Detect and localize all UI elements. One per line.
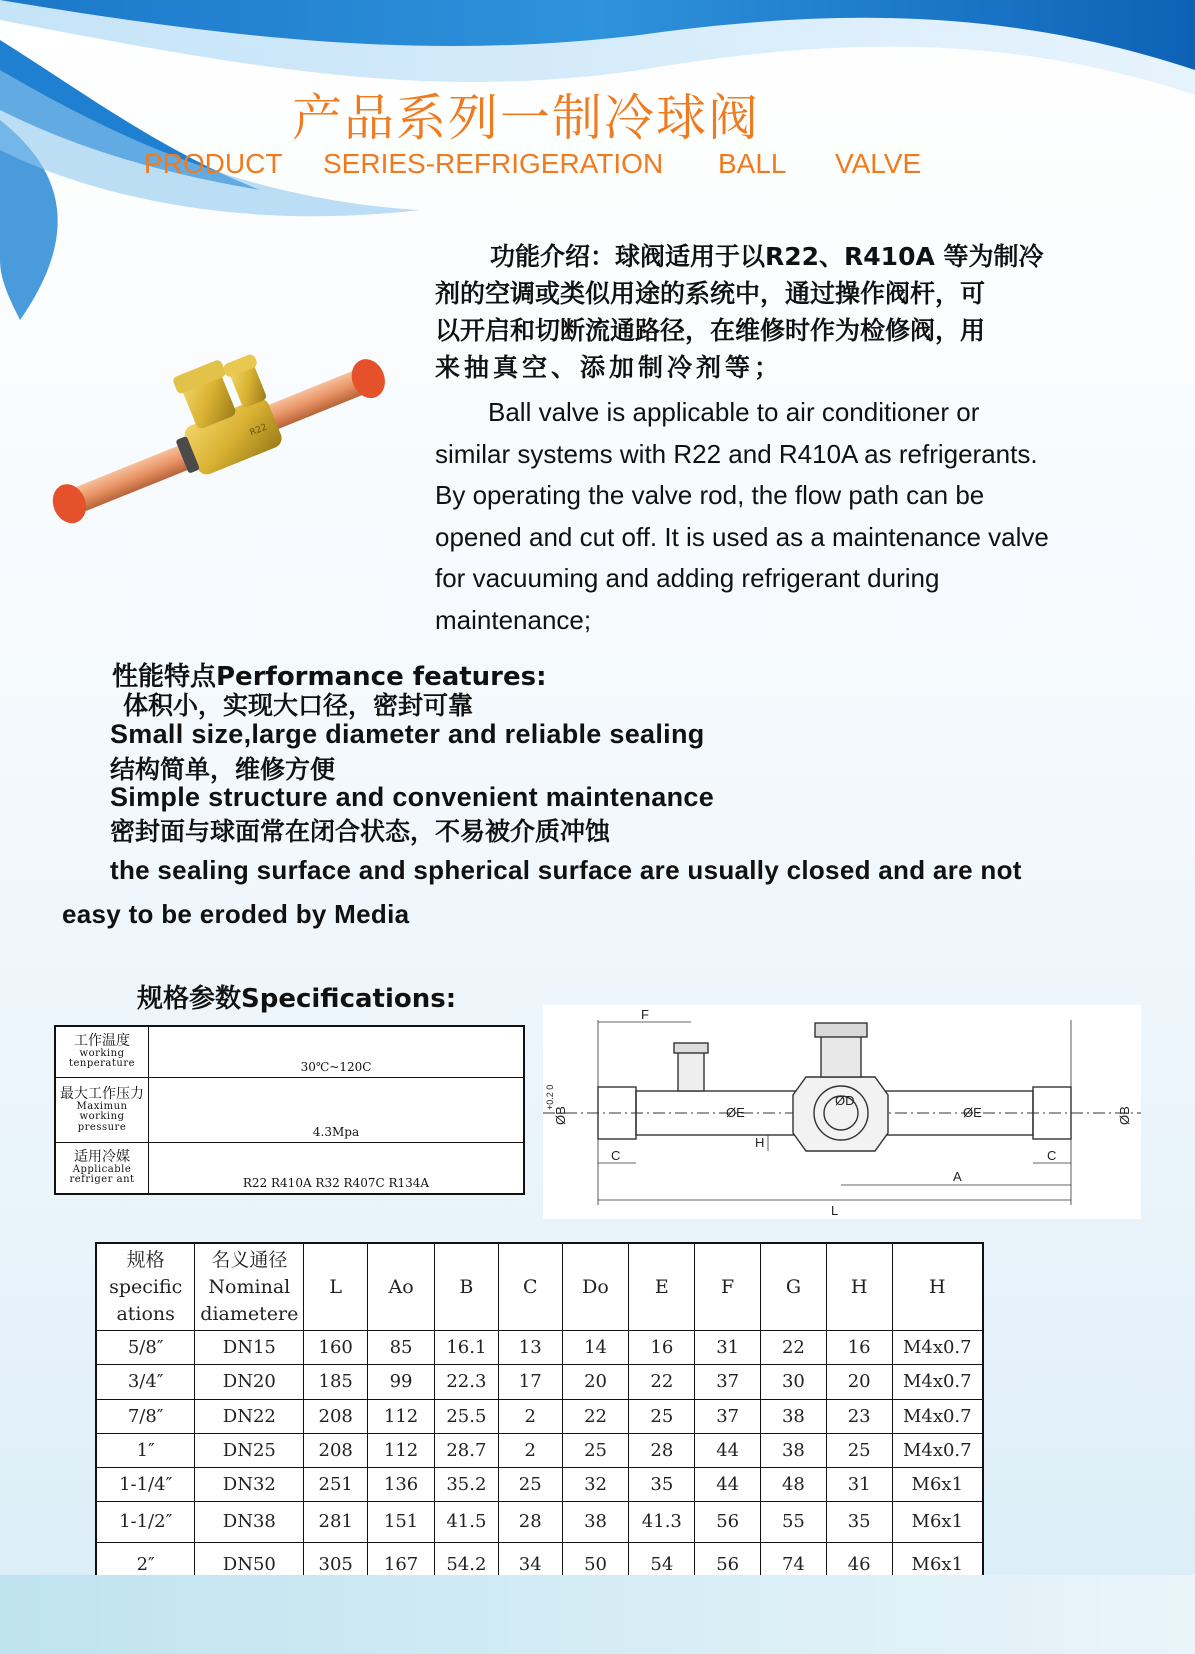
subtitle-word-series: SERIES-REFRIGERATION xyxy=(323,148,664,179)
header-text: 规格 xyxy=(126,1248,165,1271)
features-heading: 性能特点Performance features: xyxy=(112,662,547,692)
header-cell: G xyxy=(761,1243,827,1331)
param-value: 30℃~120C xyxy=(149,1026,525,1077)
subtitle-word-ball: BALL xyxy=(718,148,787,179)
table-row xyxy=(96,1365,983,1399)
cell-h: 25 xyxy=(826,1433,892,1467)
intro-english xyxy=(435,392,1135,641)
dim-label-e-right: ØE xyxy=(963,1105,982,1120)
cell-ao: 136 xyxy=(368,1468,435,1502)
intro-cn-line: 来抽真空、添加制冷剂等； xyxy=(435,353,784,382)
param-label-cn: 工作温度 xyxy=(74,1033,130,1050)
cell-g: 30 xyxy=(761,1365,827,1399)
cell-e: 35 xyxy=(629,1468,695,1502)
feature-1-en: Small size,large diameter and reliable sealing xyxy=(110,719,705,749)
intro-en-line: By operating the valve rod, the flow path can be xyxy=(435,480,985,510)
cell-e: 22 xyxy=(629,1365,695,1399)
dim-label-f: F xyxy=(641,1007,649,1022)
cell-size: 3/4″ xyxy=(96,1365,195,1399)
table-row xyxy=(96,1331,983,1365)
cell-h: 35 xyxy=(826,1502,892,1542)
cell-c: 2 xyxy=(498,1433,562,1467)
cell-thread: M6x1 xyxy=(892,1468,983,1502)
feature-2-cn: 结构简单，维修方便 xyxy=(110,755,336,784)
header-cell: H xyxy=(826,1243,892,1331)
cell-e: 41.3 xyxy=(629,1502,695,1542)
cell-l: 281 xyxy=(304,1502,368,1542)
dim-label-c-right: C xyxy=(1047,1148,1057,1163)
header-cell: E xyxy=(629,1243,695,1331)
cell-g: 22 xyxy=(761,1331,827,1365)
cell-size: 7/8″ xyxy=(96,1399,195,1433)
dim-label-e-left: ØE xyxy=(726,1105,745,1120)
feature-3-en-line1: the sealing surface and spherical surface are usually closed and are not xyxy=(110,855,1022,885)
cell-h: 23 xyxy=(826,1399,892,1433)
header-text: 名义通径 xyxy=(211,1248,288,1271)
cell-size: 2″ xyxy=(96,1542,195,1588)
subtitle-word-valve: VALVE xyxy=(835,148,922,179)
cell-nominal: DN38 xyxy=(195,1502,304,1542)
dim-label-c-left: C xyxy=(611,1148,621,1163)
cell-e: 54 xyxy=(629,1542,695,1588)
table-header-row xyxy=(96,1243,983,1331)
dim-label-h: H xyxy=(755,1135,765,1150)
cell-h: 20 xyxy=(826,1365,892,1399)
cell-c: 17 xyxy=(498,1365,562,1399)
cell-ao: 112 xyxy=(368,1433,435,1467)
intro-cn-line: 功能介绍：球阀适用于以R22、R410A 等为制冷 xyxy=(490,242,1044,271)
cell-thread: M4x0.7 xyxy=(892,1365,983,1399)
param-label xyxy=(55,1143,149,1194)
param-label-en: tenperature xyxy=(68,1058,136,1070)
param-label-en: working xyxy=(79,1047,125,1059)
subtitle-word-product: PRODUCT xyxy=(144,148,283,179)
technical-drawing xyxy=(543,1005,1141,1219)
cell-do: 32 xyxy=(562,1468,629,1502)
cell-c: 13 xyxy=(498,1331,562,1365)
cell-f: 56 xyxy=(695,1542,761,1588)
header-text: specific xyxy=(109,1275,183,1298)
cell-b: 22.3 xyxy=(434,1365,498,1399)
cell-nominal: DN32 xyxy=(195,1468,304,1502)
dim-label-l: L xyxy=(831,1203,839,1218)
param-row xyxy=(55,1143,524,1194)
cell-b: 25.5 xyxy=(434,1399,498,1433)
cell-l: 208 xyxy=(304,1433,368,1467)
table-row xyxy=(96,1433,983,1467)
cell-c: 34 xyxy=(498,1542,562,1588)
dim-label-b-right: ØB xyxy=(1117,1106,1132,1125)
cell-b: 28.7 xyxy=(434,1433,498,1467)
cell-f: 44 xyxy=(695,1433,761,1467)
param-label-en: Maximun working xyxy=(76,1100,128,1123)
table-row xyxy=(96,1502,983,1542)
cell-g: 74 xyxy=(761,1542,827,1588)
table-row xyxy=(96,1399,983,1433)
dim-label-b-left: ØB xyxy=(553,1106,568,1125)
cell-e: 16 xyxy=(629,1331,695,1365)
cell-nominal: DN50 xyxy=(195,1542,304,1588)
header-text: ations xyxy=(116,1302,175,1325)
table-row xyxy=(96,1468,983,1502)
page-title: 产品系列一制冷球阀 xyxy=(292,89,760,147)
header-cell: Ao xyxy=(368,1243,435,1331)
cell-h: 46 xyxy=(826,1542,892,1588)
parameters-table xyxy=(54,1025,525,1195)
cell-thread: M4x0.7 xyxy=(892,1399,983,1433)
header-cell xyxy=(195,1243,304,1331)
cell-do: 14 xyxy=(562,1331,629,1365)
cell-l: 208 xyxy=(304,1399,368,1433)
cell-thread: M4x0.7 xyxy=(892,1433,983,1467)
cell-b: 54.2 xyxy=(434,1542,498,1588)
cell-thread: M6x1 xyxy=(892,1502,983,1542)
param-label-cn: 最大工作压力 xyxy=(60,1085,144,1102)
cell-g: 48 xyxy=(761,1468,827,1502)
cell-g: 38 xyxy=(761,1433,827,1467)
cell-do: 25 xyxy=(562,1433,629,1467)
header-text: diametere xyxy=(200,1302,299,1325)
header-cell: F xyxy=(695,1243,761,1331)
cell-size: 5/8″ xyxy=(96,1331,195,1365)
cell-g: 55 xyxy=(761,1502,827,1542)
cell-f: 37 xyxy=(695,1365,761,1399)
dim-label-tolerance: +0.2 0 xyxy=(545,1084,555,1110)
feature-3-en-line2: easy to be eroded by Media xyxy=(62,899,410,929)
cell-f: 31 xyxy=(695,1331,761,1365)
cell-l: 305 xyxy=(304,1542,368,1588)
cell-f: 56 xyxy=(695,1502,761,1542)
cell-g: 38 xyxy=(761,1399,827,1433)
param-row xyxy=(55,1026,524,1077)
cell-do: 50 xyxy=(562,1542,629,1588)
footer-band xyxy=(0,1575,1195,1654)
cell-l: 185 xyxy=(304,1365,368,1399)
intro-en-line: similar systems with R22 and R410A as refrigerants. xyxy=(435,438,1038,469)
cell-nominal: DN25 xyxy=(195,1433,304,1467)
cell-do: 20 xyxy=(562,1365,629,1399)
cell-ao: 85 xyxy=(368,1331,435,1365)
param-label-cn: 适用冷媒 xyxy=(74,1149,130,1166)
feature-2-en: Simple structure and convenient maintenance xyxy=(110,782,715,812)
header-cell: Do xyxy=(562,1243,629,1331)
cell-b: 35.2 xyxy=(434,1468,498,1502)
cell-h: 31 xyxy=(826,1468,892,1502)
param-label xyxy=(55,1026,149,1077)
cell-nominal: DN22 xyxy=(195,1399,304,1433)
cell-size: 1-1/2″ xyxy=(96,1502,195,1542)
header-cell: H xyxy=(892,1243,983,1331)
cell-thread: M4x0.7 xyxy=(892,1331,983,1365)
cell-nominal: DN20 xyxy=(195,1365,304,1399)
param-row xyxy=(55,1077,524,1142)
feature-1-cn: 体积小，实现大口径，密封可靠 xyxy=(123,691,474,720)
header-cell: C xyxy=(498,1243,562,1331)
cell-b: 16.1 xyxy=(434,1331,498,1365)
intro-chinese xyxy=(435,238,1135,386)
header-cell xyxy=(96,1243,195,1331)
header-cell: B xyxy=(434,1243,498,1331)
param-label-en: Applicable xyxy=(72,1163,132,1175)
cell-f: 44 xyxy=(695,1468,761,1502)
intro-cn-line: 以开启和切断流通路径，在维修时作为检修阀，用 xyxy=(435,316,986,345)
cell-h: 16 xyxy=(826,1331,892,1365)
intro-en-line: opened and cut off. It is used as a maintenance valve xyxy=(435,521,1049,552)
param-value: 4.3Mpa xyxy=(149,1077,525,1142)
cell-c: 2 xyxy=(498,1399,562,1433)
cell-f: 37 xyxy=(695,1399,761,1433)
dim-label-a: A xyxy=(953,1169,962,1184)
intro-cn-line: 剂的空调或类似用途的系统中，通过操作阀杆，可 xyxy=(435,279,986,308)
cell-c: 28 xyxy=(498,1502,562,1542)
header-cell: L xyxy=(304,1243,368,1331)
cell-b: 41.5 xyxy=(434,1502,498,1542)
specifications-heading: 规格参数Specifications: xyxy=(137,984,457,1014)
intro-en-line: Ball valve is applicable to air conditioner or xyxy=(488,397,980,427)
param-label xyxy=(55,1077,149,1142)
cell-do: 38 xyxy=(562,1502,629,1542)
cell-do: 22 xyxy=(562,1399,629,1433)
cell-thread: M6x1 xyxy=(892,1542,983,1588)
header-text: Nominal xyxy=(208,1275,291,1298)
param-label-en: refriger ant xyxy=(69,1174,135,1186)
cell-l: 160 xyxy=(304,1331,368,1365)
photo-marking: R22 xyxy=(248,422,269,439)
cell-ao: 99 xyxy=(368,1365,435,1399)
cell-c: 25 xyxy=(498,1468,562,1502)
cell-ao: 151 xyxy=(368,1502,435,1542)
intro-en-line: for vacuuming and adding refrigerant during xyxy=(435,563,940,593)
param-value: R22 R410A R32 R407C R134A xyxy=(149,1143,525,1194)
cell-e: 28 xyxy=(629,1433,695,1467)
param-label-en: pressure xyxy=(77,1121,127,1133)
specifications-table xyxy=(95,1242,984,1589)
cell-size: 1″ xyxy=(96,1433,195,1467)
cell-nominal: DN15 xyxy=(195,1331,304,1365)
ball-valve-photo xyxy=(40,318,410,568)
cell-e: 25 xyxy=(629,1399,695,1433)
cell-ao: 112 xyxy=(368,1399,435,1433)
cell-l: 251 xyxy=(304,1468,368,1502)
cell-ao: 167 xyxy=(368,1542,435,1588)
cell-size: 1-1/4″ xyxy=(96,1468,195,1502)
intro-en-line: maintenance; xyxy=(435,604,592,635)
dim-label-d: ØD xyxy=(835,1093,855,1108)
feature-3-cn: 密封面与球面常在闭合状态，不易被介质冲蚀 xyxy=(110,817,611,846)
